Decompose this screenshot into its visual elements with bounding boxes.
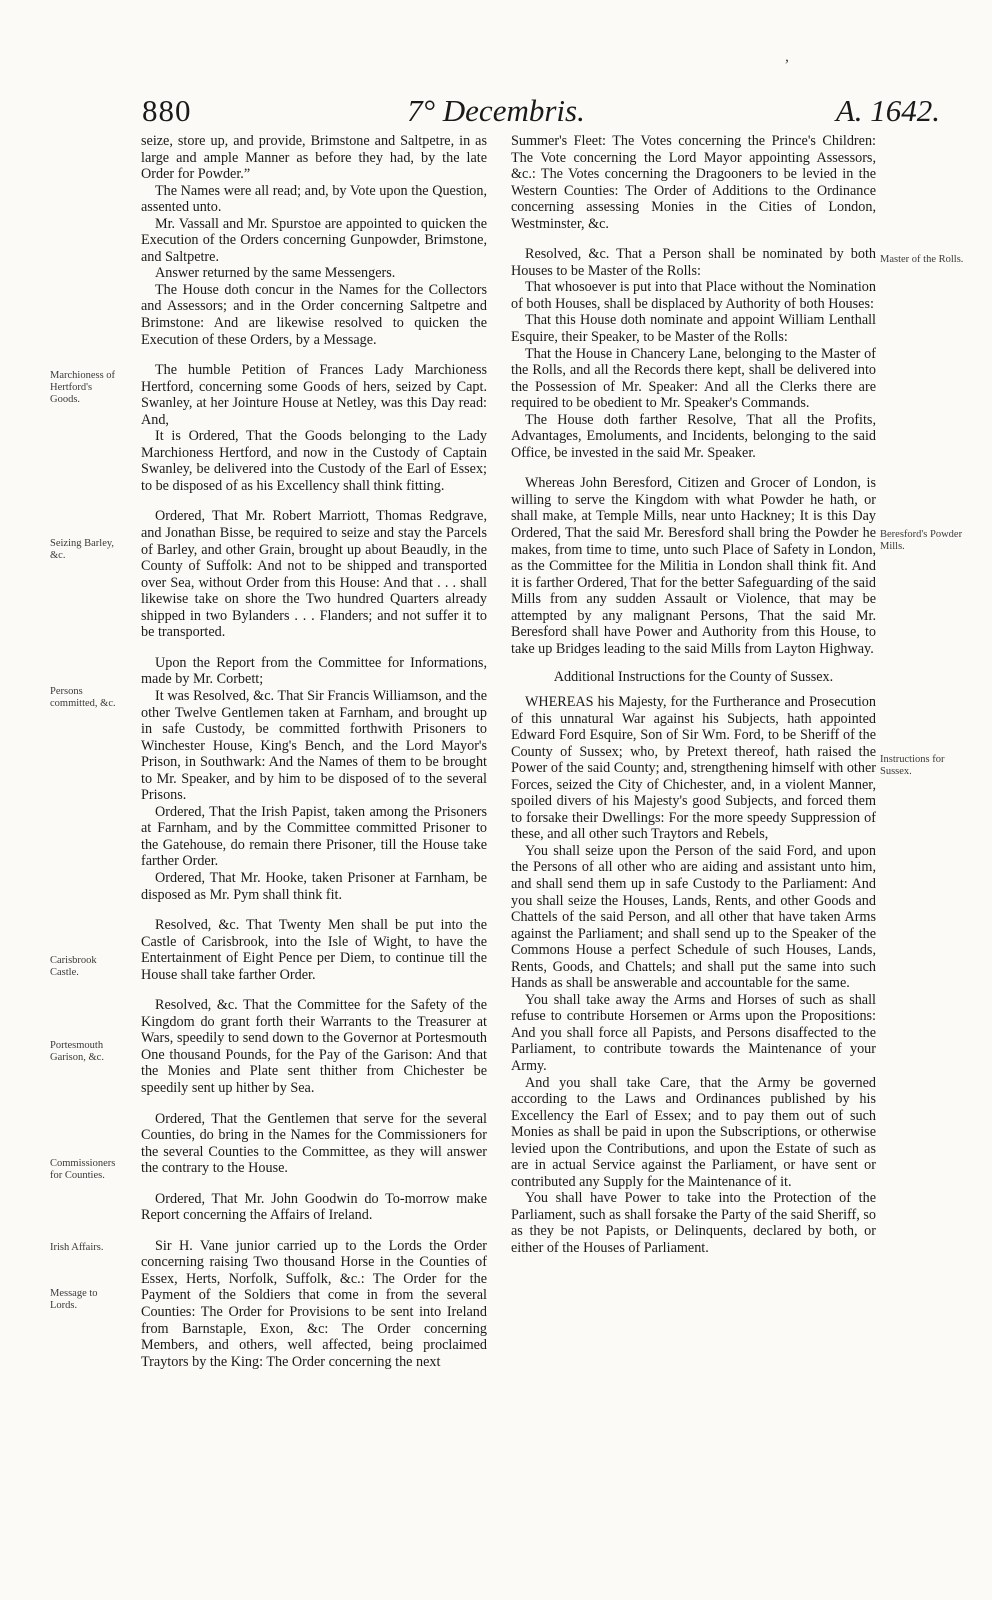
paragraph: Answer returned by the same Messengers. (155, 265, 396, 282)
margin-note: Instructions for Sussex. (880, 754, 945, 777)
paragraph: The humble Petition of Frances Lady Marchioness Hertford, concerning some Goods of hers, seized by Capt. Swanley, at her Jointure House at Netley, was this Day read: And, (141, 362, 487, 428)
page-number: 880 (142, 93, 192, 128)
paragraph: You shall seize upon the Person of the said Ford, and upon the Persons of all other who are aiding and assistant unto him, and shall send them up in safe Custody to the Parliament: And you shall seize the Houses, Lands, Rents, and other Goods and Chattels of the said Person, and all other that have taken Arms against the Parliament; and shall send up to the Speaker of the Commons House a perfect Schedule of such Houses, Lands, Rents, Goods, and Chattels; and shall put the same into such Hands as shall be answerable and accountable for the same. (511, 842, 876, 992)
paragraph: That the House in Chancery Lane, belonging to the Master of the Rolls, and all the Records there kept, shall be delivered into the Possession of Mr. Speaker: And all the Clerks there are required to be obedient to Mr. Speaker's Commands. (511, 345, 876, 412)
paragraph: Upon the Report from the Committee for Informations, made by Mr. Corbett; (141, 654, 487, 688)
stray-mark: , (785, 48, 789, 65)
paragraph: Resolved, &c. That the Committee for the Safety of the Kingdom do grant forth their Warrants to the Treasurer at Wars, speedily to send down to the Governor at Portesmouth One thousand Pounds, for the Pay of the Garison: And that the Monies and Plate sent thither from Chichester be speedily sent up hither by Sea. (141, 997, 487, 1096)
left-column (141, 133, 487, 1370)
paragraph: Ordered, That Mr. Robert Marriott, Thomas Redgrave, and Jonathan Bisse, be required to seize and stay the Parcels of Barley, and other Grain, brought up about Beaudly, in the County of Suffolk: And not to be shipped and transported over Sea, without Order from this House: And that . . . shall likewise take on shore the Two hundred Quarters already shipped in two Bylanders . . . Flanders; and not suffer it to be transported. (141, 508, 487, 641)
paragraph: Summer's Fleet: The Votes concerning the Prince's Children: The Vote concerning the Lord Mayor appointing Assessors, &c.: The Votes concerning the Dragooners to be levied in the Western Counties: The Order of Additions to the Ordinance concerning assessing Monies in the Cities of London, Westminster, &c. (511, 133, 876, 232)
paragraph: That this House doth nominate and appoint William Lenthall Esquire, their Speaker, to be Master of the Rolls: (511, 312, 876, 346)
margin-note: Message to Lords. (50, 1288, 98, 1311)
paragraph: You shall take away the Arms and Horses of such as shall refuse to contribute Horsemen or Arms upon the Propositions: And you shall force all Papists, and Persons disaffected to the Parliament, to contribute towards the Maintenance of your Army. (511, 991, 876, 1074)
margin-note: Carisbrook Castle. (50, 955, 97, 978)
margin-note: Commissioners for Counties. (50, 1158, 116, 1181)
paragraph: The House doth farther Resolve, That all the Profits, Advantages, Emoluments, and Incidents, belonging to the said Office, be invested in the said Mr. Speaker. (511, 411, 876, 461)
paragraph: Whereas John Beresford, Citizen and Grocer of London, is willing to serve the Kingdom with what Powder he hath, or shall make, at Temple Mills, near unto Hackney; It is this Day Ordered, That the said Mr. Beresford shall bring the Powder he makes, from time to time, unto such Place of Safety in London, as the Committee for the Militia in London shall think fit. And it is farther Ordered, That for the better Safeguarding of the said Mills from any sudden Assault or Violence, that may be attempted by any malignant Persons, That the said Mr. Beresford shall have Power and Authority from this House, to take up Bridges leading to the said Mills from Layton Highway. (511, 475, 876, 657)
paragraph: Resolved, &c. That Twenty Men shall be put into the Castle of Carisbrook, into the Isle of Wight, to have the Entertainment of Eight Pence per Diem, to continue till the House shall take farther Order. (141, 917, 487, 983)
section-heading: Additional Instructions for the County of Sussex. (553, 669, 834, 686)
page-date: 7° Decembris. (407, 93, 585, 128)
paragraph: It was Resolved, &c. That Sir Francis Williamson, and the other Twelve Gentlemen taken at Farnham, and brought up in safe Custody, be committed forthwith Prisoners to Winchester House, King's Bench, and the Lord Mayor's Prison, in Southwark: And the Names of them to be brought to Mr. Speaker, and by him to be disposed of to the several Prisons. (141, 687, 487, 804)
paragraph: Mr. Vassall and Mr. Spurstoe are appointed to quicken the Execution of the Orders concerning Gunpowder, Brimstone, and Saltpetre. (141, 215, 487, 265)
right-column (511, 133, 876, 1257)
paragraph: Ordered, That the Irish Papist, taken among the Prisoners at Farnham, and by the Committee committed Prisoner to the Gatehouse, do remain there Prisoner, till the House take farther Order. (141, 803, 487, 870)
paragraph: seize, store up, and provide, Brimstone and Saltpetre, in as large and ample Manner as before they had, by the late Order for Powder.” (141, 133, 487, 183)
paragraph: Resolved, &c. That a Person shall be nominated by both Houses to be Master of the Rolls: (511, 246, 876, 279)
paragraph: Ordered, That the Gentlemen that serve for the several Counties, do bring in the Names for the Commissioners for the several Counties to the Committee, as they will answer the contrary to the House. (141, 1110, 487, 1177)
paragraph: That whosoever is put into that Place without the Nomination of both Houses, shall be displaced by Authority of both Houses: (511, 279, 876, 312)
paragraph: Ordered, That Mr. Hooke, taken Prisoner at Farnham, be disposed as Mr. Pym shall think fit. (141, 869, 487, 903)
margin-note: Beresford's Powder Mills. (880, 529, 963, 552)
page-year: A. 1642. (835, 93, 940, 128)
paragraph: WHEREAS his Majesty, for the Furtherance and Prosecution of this unnatural War against his Subjects, hath appointed Edward Ford Esquire, Son of Sir Wm. Ford, to be Sheriff of the County of Sussex; who, by Pretext thereof, hath raised the Power of the said County; and, strengthening himself with other Forces, seized the City of Chichester, and, in a violent Manner, spoiled divers of his Majesty's good Subjects, and forced them to forsake their Dwellings: For the more speedy Suppression of these, and all other such Traytors and Rebels, (511, 693, 876, 843)
paragraph: Ordered, That Mr. John Goodwin do To-morrow make Report concerning the Affairs of Ireland. (141, 1190, 487, 1224)
paragraph: You shall have Power to take into the Protection of the Parliament, such as shall forsake the Party of the said Sheriff, so as they be not Papists, or Delinquents, declared by both, or either of the Houses of Parliament. (511, 1190, 876, 1256)
margin-note: Marchioness of Hertford's Goods. (50, 370, 116, 405)
paragraph: The Names were all read; and, by Vote upon the Question, assented unto. (141, 182, 487, 216)
paragraph: Sir H. Vane junior carried up to the Lords the Order concerning raising Two thousand Horse in the Counties of Essex, Herts, Norfolk, Suffolk, &c.: The Order for the Payment of the Soldiers that come in from the several Counties: The Order for Provisions to be sent into Ireland from Barnstaple, Exon, &c: The Order concerning Members, and others, well affected, being proclaimed Traytors by the King: The Order concerning the next (141, 1237, 487, 1370)
paragraph: And you shall take Care, that the Army be governed according to the Laws and Ordinances published by his Excellency the Earl of Essex; and to pay them out of such Monies as shall be paid in upon the Subscriptions, or otherwise levied upon the Contributions, and upon the Estate of such as are in actual Service against the Parliament, or have sent or contributed any Supply for the Maintenance of it. (511, 1074, 876, 1190)
margin-note: Seizing Barley, &c. (50, 538, 115, 561)
page-header (0, 93, 992, 133)
margin-note: Portesmouth Garison, &c. (50, 1040, 104, 1063)
margin-note: Master of the Rolls. (880, 254, 964, 265)
margin-note: Irish Affairs. (50, 1242, 104, 1253)
paragraph: It is Ordered, That the Goods belonging to the Lady Marchioness Hertford, and now in the Custody of Captain Swanley, be delivered into the Custody of the Earl of Essex; to be disposed of as his Excellency shall think fitting. (141, 428, 487, 494)
margin-note: Persons committed, &c. (50, 686, 116, 709)
paragraph: The House doth concur in the Names for the Collectors and Assessors; and in the Order concerning Saltpetre and Brimstone: And are likewise resolved to quicken the Execution of these Orders, by a Message. (141, 281, 487, 348)
